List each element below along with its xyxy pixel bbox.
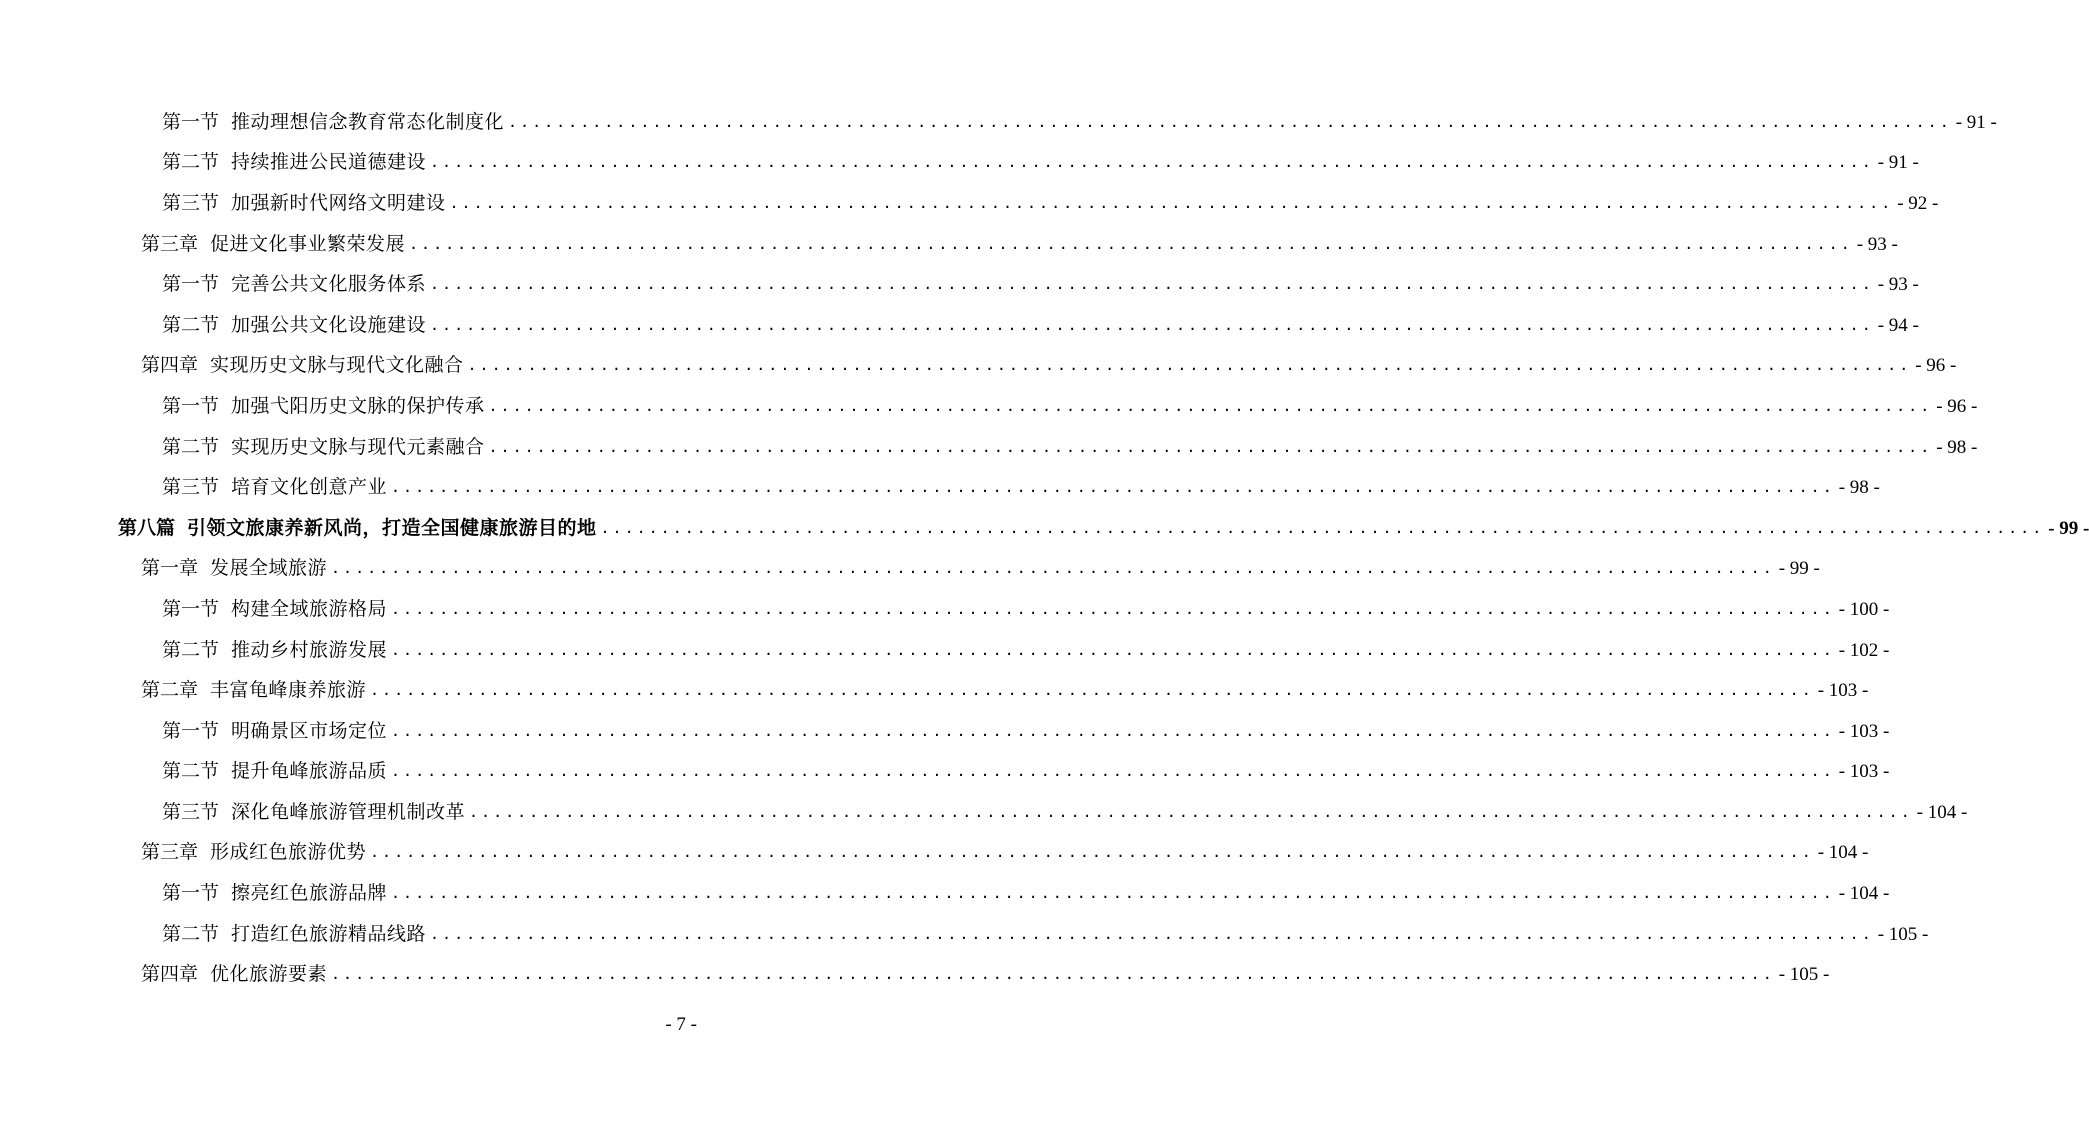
toc-entry-label: 第二节 — [162, 435, 220, 458]
toc-entry-section — [0, 143, 1919, 184]
toc-entry-section — [0, 264, 1919, 305]
toc-entry-title: 发展全域旅游 — [210, 557, 328, 580]
toc-entry-title: 丰富龟峰康养旅游 — [210, 679, 367, 702]
toc-entry-section — [0, 630, 1890, 671]
toc-entry-chapter — [0, 346, 1957, 387]
toc-entry-section — [0, 102, 1997, 143]
toc-entry-page: - 91 - — [1955, 111, 1997, 133]
toc-entry-section — [0, 711, 1890, 752]
toc-entry-title: 加强弋阳历史文脉的保护传承 — [231, 394, 485, 417]
dot-leader: ........................................................................................................................ — [370, 843, 1814, 862]
toc-entry-label: 第三节 — [162, 476, 220, 499]
toc-entry-title: 实现历史文脉与现代文化融合 — [210, 354, 464, 377]
toc-entry-title: 明确景区市场定位 — [231, 719, 388, 742]
toc-entry-title: 加强新时代网络文明建设 — [231, 191, 446, 214]
toc-entry-label: 第二节 — [162, 151, 220, 174]
dot-leader: ........................................................................................................................ — [430, 315, 1874, 334]
toc-entry-title: 深化龟峰旅游管理机制改革 — [231, 800, 466, 823]
toc-entry-label: 第一节 — [162, 273, 220, 296]
toc-entry-page: - 102 - — [1838, 639, 1890, 661]
toc-entry-page: - 99 - — [2048, 517, 2089, 539]
toc-entry-page: - 92 - — [1897, 192, 1939, 214]
toc-entry-title: 培育文化创意产业 — [231, 476, 388, 499]
dot-leader: ........................................................................................................................ — [430, 153, 1874, 172]
toc-entry-title: 引领文旅康养新风尚，打造全国健康旅游目的地 — [187, 516, 597, 539]
toc-entry-page: - 105 - — [1877, 923, 1929, 945]
toc-entry-label: 第一节 — [162, 882, 220, 905]
toc-entry-title: 实现历史文脉与现代元素融合 — [231, 435, 485, 458]
toc-entry-chapter — [0, 549, 1820, 590]
toc-entry-label: 第四章 — [141, 963, 199, 986]
toc-entry-page: - 100 - — [1838, 598, 1890, 620]
toc-entry-title: 推动理想信念教育常态化制度化 — [231, 110, 505, 133]
toc-entry-label: 第三章 — [141, 232, 199, 255]
toc-entry-title: 优化旅游要素 — [210, 963, 328, 986]
toc-entry-section — [0, 427, 1978, 468]
dot-leader: ........................................................................................................................ — [331, 965, 1775, 984]
toc-entry-label: 第四章 — [141, 354, 199, 377]
toc-entry-label: 第一节 — [162, 394, 220, 417]
toc-entry-label: 第一节 — [162, 719, 220, 742]
dot-leader: ........................................................................................................................ — [409, 234, 1853, 253]
toc-entry-title: 构建全域旅游格局 — [231, 597, 388, 620]
toc-entry-label: 第一节 — [162, 110, 220, 133]
toc-entry-section — [0, 914, 1929, 955]
toc-entry-section — [0, 183, 1939, 224]
toc-entry-page: - 103 - — [1817, 680, 1869, 702]
toc-entry-page: - 98 - — [1936, 436, 1978, 458]
page-number: - 7 - — [665, 1014, 697, 1035]
toc-entry-label: 第八篇 — [118, 516, 176, 539]
toc-entry-section — [0, 792, 1968, 833]
toc-entry-section — [0, 873, 1890, 914]
dot-leader: ........................................................................................................................ — [469, 802, 1913, 821]
table-of-contents — [0, 102, 2089, 995]
toc-entry-section — [0, 305, 1919, 346]
toc-entry-page: - 104 - — [1838, 883, 1890, 905]
toc-entry-chapter — [0, 954, 1830, 995]
toc-entry-label: 第二章 — [141, 679, 199, 702]
dot-leader: ........................................................................................................................ — [391, 762, 1835, 781]
toc-entry-chapter — [0, 833, 1869, 874]
toc-entry-label: 第一章 — [141, 557, 199, 580]
toc-entry-page: - 105 - — [1778, 964, 1830, 986]
dot-leader: ........................................................................................................................ — [430, 924, 1874, 943]
dot-leader: ........................................................................................................................ — [391, 640, 1835, 659]
toc-entry-page: - 98 - — [1838, 477, 1880, 499]
toc-entry-title: 促进文化事业繁荣发展 — [210, 232, 406, 255]
toc-entry-title: 擦亮红色旅游品牌 — [231, 882, 388, 905]
toc-entry-page: - 96 - — [1915, 355, 1957, 377]
toc-entry-title: 加强公共文化设施建设 — [231, 313, 427, 336]
toc-entry-page: - 104 - — [1916, 801, 1968, 823]
toc-entry-page: - 103 - — [1838, 720, 1890, 742]
toc-entry-section — [0, 752, 1890, 793]
toc-entry-part — [0, 508, 2089, 549]
toc-entry-page: - 99 - — [1778, 558, 1820, 580]
toc-entry-label: 第三节 — [162, 800, 220, 823]
toc-entry-title: 完善公共文化服务体系 — [231, 273, 427, 296]
toc-entry-title: 形成红色旅游优势 — [210, 841, 367, 864]
toc-entry-page: - 96 - — [1936, 395, 1978, 417]
dot-leader: ........................................................................................................................ — [600, 518, 2045, 537]
dot-leader: ........................................................................................................................ — [391, 478, 1835, 497]
dot-leader: ........................................................................................................................ — [508, 112, 1952, 131]
toc-entry-section — [0, 467, 1880, 508]
toc-entry-section — [0, 386, 1978, 427]
toc-entry-section — [0, 589, 1890, 630]
dot-leader: ........................................................................................................................ — [370, 681, 1814, 700]
toc-entry-label: 第三章 — [141, 841, 199, 864]
dot-leader: ........................................................................................................................ — [430, 275, 1874, 294]
toc-entry-page: - 103 - — [1838, 761, 1890, 783]
toc-entry-label: 第三节 — [162, 191, 220, 214]
toc-entry-page: - 93 - — [1856, 233, 1898, 255]
toc-entry-title: 提升龟峰旅游品质 — [231, 760, 388, 783]
dot-leader: ........................................................................................................................ — [331, 559, 1775, 578]
toc-entry-title: 推动乡村旅游发展 — [231, 638, 388, 661]
dot-leader: ........................................................................................................................ — [467, 356, 1912, 375]
dot-leader: ........................................................................................................................ — [449, 193, 1894, 212]
toc-entry-page: - 91 - — [1877, 152, 1919, 174]
toc-entry-label: 第二节 — [162, 638, 220, 661]
toc-entry-label: 第二节 — [162, 313, 220, 336]
dot-leader: ........................................................................................................................ — [488, 437, 1933, 456]
toc-entry-label: 第二节 — [162, 760, 220, 783]
toc-entry-chapter — [0, 224, 1898, 265]
dot-leader: ........................................................................................................................ — [391, 599, 1835, 618]
toc-entry-title: 持续推进公民道德建设 — [231, 151, 427, 174]
toc-entry-label: 第二节 — [162, 922, 220, 945]
dot-leader: ........................................................................................................................ — [391, 884, 1835, 903]
dot-leader: ........................................................................................................................ — [391, 721, 1835, 740]
toc-entry-title: 打造红色旅游精品线路 — [231, 922, 427, 945]
toc-entry-label: 第一节 — [162, 597, 220, 620]
toc-entry-page: - 104 - — [1817, 842, 1869, 864]
toc-entry-chapter — [0, 670, 1869, 711]
toc-entry-page: - 94 - — [1877, 314, 1919, 336]
dot-leader: ........................................................................................................................ — [488, 396, 1933, 415]
toc-entry-page: - 93 - — [1877, 274, 1919, 296]
